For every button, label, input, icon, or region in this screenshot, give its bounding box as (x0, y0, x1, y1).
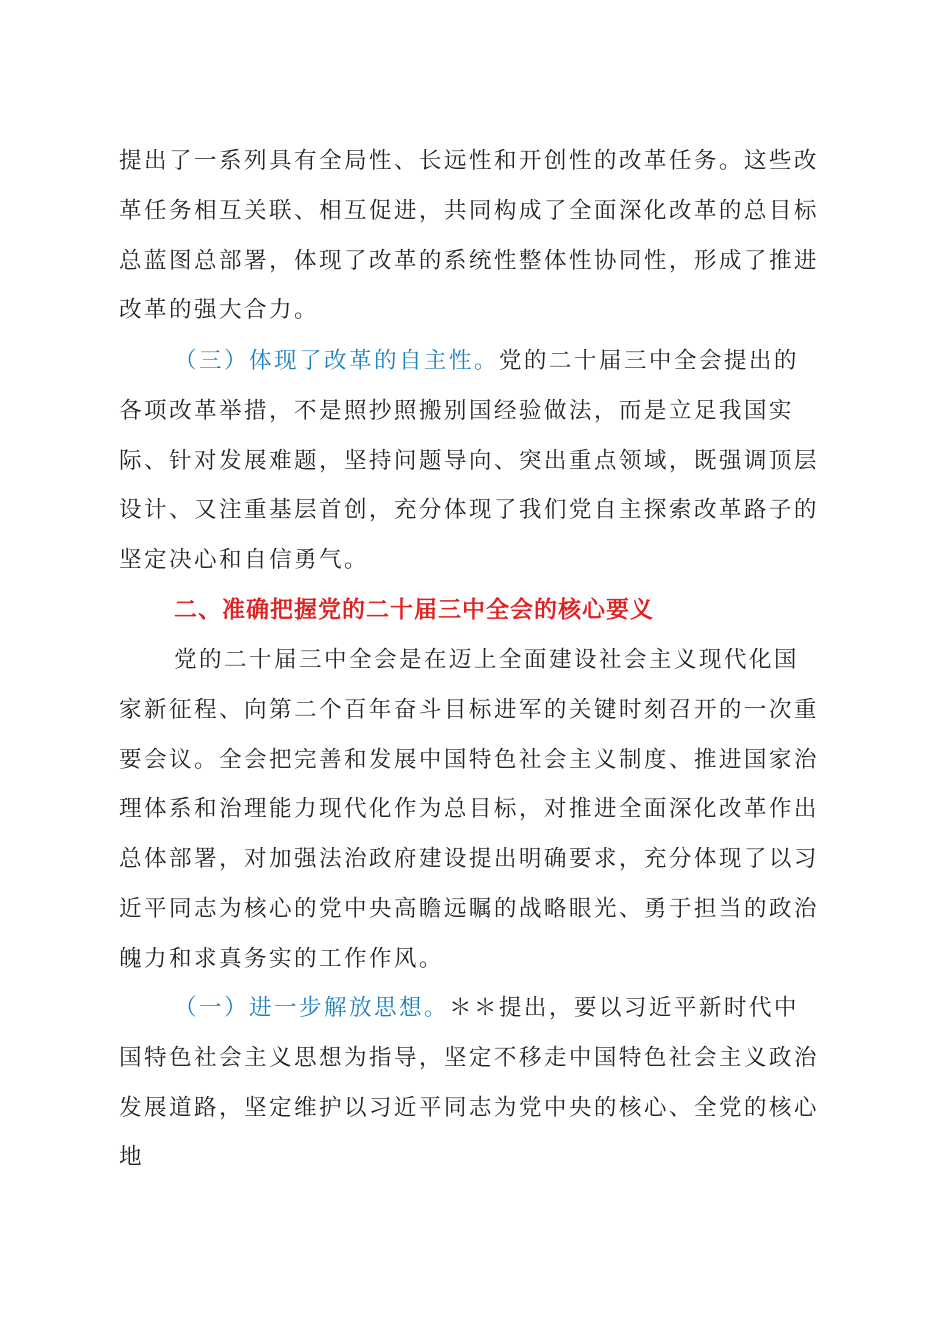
paragraph-plenum-overview: 党的二十届三中全会是在迈上全面建设社会主义现代化国家新征程、向第二个百年奋斗目标进军的关键时刻召开的一次重要会议。全会把完善和发展中国特色社会主义制度、推进国家治理体系和治理能力现代化作为总目标，对推进全面深化改革作出总体部署，对加强法治政府建设提出明确要求，充分体现了以习近平同志为核心的党中央高瞻远瞩的战略眼光、勇于担当的政治魄力和求真务实的工作作风。 (119, 647, 819, 972)
subheading-reform-autonomy: （三）体现了改革的自主性。 (174, 348, 499, 374)
paragraph-reform-tasks: 提出了一系列具有全局性、长远性和开创性的改革任务。这些改革任务相互关联、相互促进，共同构成了全面深化改革的总目标总蓝图总部署，体现了改革的系统性整体性协同性，形成了推进改革的强大合力。 (119, 148, 819, 324)
paragraph-reform-autonomy (119, 337, 819, 586)
paragraph-emancipate-mind (119, 984, 819, 1183)
subheading-emancipate-mind: （一）进一步解放思想。 (174, 995, 449, 1021)
paragraph-emancipate-mind-body: ＊＊提出，要以习近平新时代中国特色社会主义思想为指导，坚定不移走中国特色社会主义政治发展道路，坚定维护以习近平同志为党中央的核心、全党的核心地 (119, 995, 819, 1171)
paragraph-reform-autonomy-body: 党的二十届三中全会提出的各项改革举措，不是照抄照搬别国经验做法，而是立足我国实际、针对发展难题，坚持问题导向、突出重点领域，既强调顶层设计、又注重基层首创，充分体现了我们党自主探索改革路子的坚定决心和自信勇气。 (119, 348, 819, 574)
section-heading-core-meaning: 二、准确把握党的二十届三中全会的核心要义 (174, 597, 654, 623)
